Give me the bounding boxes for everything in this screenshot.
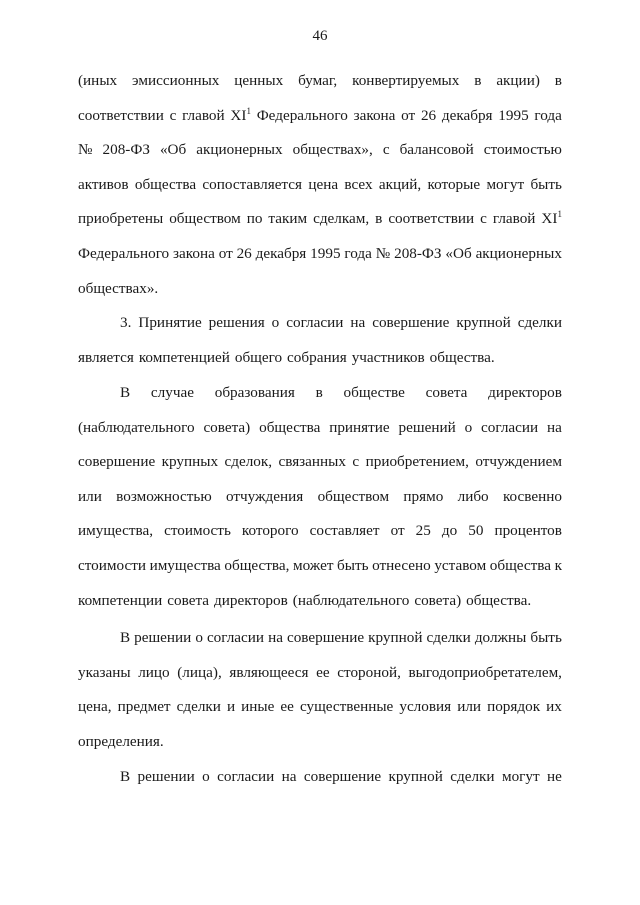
paragraph — [78, 64, 562, 306]
word: № — [78, 141, 93, 159]
word: акций, — [378, 175, 422, 193]
paragraph — [78, 306, 562, 375]
word: ее — [316, 663, 330, 681]
word: отчуждения — [225, 487, 304, 505]
paragraph — [78, 376, 562, 618]
word: условия — [399, 698, 452, 716]
text-line — [78, 306, 562, 341]
superscript: 1 — [557, 209, 562, 220]
word: определения. — [78, 732, 164, 750]
word: образования — [214, 384, 295, 401]
word: приобретением, — [365, 453, 469, 471]
text-line — [78, 202, 562, 237]
word: общества. — [466, 591, 532, 609]
word: 25 — [415, 522, 431, 540]
word: собрания — [287, 348, 347, 366]
word: принятие — [329, 418, 390, 436]
word: от — [390, 522, 405, 540]
word: которые — [427, 175, 481, 193]
word: с — [382, 141, 390, 159]
word: которого — [241, 522, 299, 540]
word: существенные — [299, 698, 394, 716]
word: общества, — [224, 556, 290, 574]
word: возможностью — [116, 487, 212, 505]
word: сделки — [450, 768, 495, 785]
word: 50 — [468, 522, 484, 540]
word: соответствии — [78, 106, 164, 124]
word: о — [202, 768, 210, 785]
word: В — [120, 629, 131, 646]
word: стоимостью — [483, 141, 562, 159]
text-line — [78, 760, 562, 795]
word: к — [554, 556, 562, 574]
word: согласии — [206, 629, 265, 646]
word: 26 — [236, 244, 252, 262]
word: на — [350, 314, 366, 331]
word: года — [534, 106, 562, 124]
word: 3. — [120, 314, 132, 331]
word: совета) — [203, 418, 251, 436]
text-line — [78, 725, 562, 760]
word: акционерных — [196, 141, 283, 159]
word: цена, — [78, 698, 112, 716]
text-line — [78, 341, 562, 376]
page-number: 46 — [312, 28, 328, 44]
word: декабря — [255, 244, 307, 262]
word: и — [226, 698, 236, 716]
word: являющееся — [229, 663, 309, 681]
word: должны — [474, 629, 527, 646]
word: балансовой — [399, 141, 474, 159]
word: решений — [398, 418, 456, 436]
word: совершение — [303, 768, 382, 785]
word: (иных — [78, 72, 118, 89]
word: с — [480, 210, 487, 228]
word: компетенцией — [138, 348, 230, 366]
text-line — [78, 237, 562, 272]
word: декабря — [441, 106, 493, 124]
paragraph — [78, 760, 562, 795]
word: случае — [150, 384, 194, 401]
word: решении — [137, 768, 195, 785]
word: В — [120, 384, 131, 401]
word: предмет — [117, 698, 171, 716]
word: может — [292, 556, 334, 574]
word: косвенно — [502, 487, 562, 505]
word: эмиссионных — [132, 72, 220, 89]
text-line — [78, 621, 562, 656]
word: в — [474, 72, 482, 89]
text-line — [78, 64, 562, 99]
word: директоров — [488, 384, 562, 401]
word: отнесено — [372, 556, 431, 574]
text-line — [78, 168, 562, 203]
word: $XI^1$ — [230, 105, 251, 124]
word: общества — [489, 556, 552, 574]
word: соответствии — [388, 210, 475, 228]
word: обществом — [169, 210, 241, 228]
word: согласии — [481, 418, 539, 436]
word: иные — [241, 698, 275, 716]
word: «Об — [159, 141, 187, 159]
word: крупной — [368, 629, 423, 646]
word: согласии — [286, 314, 344, 331]
word: крупной — [388, 768, 443, 785]
word: $XI^1$ — [541, 209, 562, 228]
word: выгодоприобретателем, — [408, 663, 562, 681]
word: о — [271, 314, 280, 331]
word: не — [547, 768, 562, 785]
word: директоров — [214, 591, 288, 609]
word: общества. — [429, 348, 495, 366]
word: уставом — [434, 556, 487, 574]
word: сделки — [426, 629, 471, 646]
word: сопоставляется — [202, 175, 302, 193]
word: быть — [530, 175, 562, 193]
word: компетенции — [78, 591, 163, 609]
word: (наблюдательного — [292, 591, 410, 609]
word: бумаг, — [298, 72, 338, 89]
word: составляет — [309, 522, 380, 540]
text-line — [78, 514, 562, 549]
word: связанных — [278, 453, 346, 471]
word: обществах», — [292, 141, 373, 159]
text-line — [78, 376, 562, 411]
word: сделок, — [224, 453, 273, 471]
text-line — [78, 445, 562, 480]
word: активов — [78, 175, 129, 193]
word: крупной — [456, 314, 511, 331]
paragraph — [78, 621, 562, 759]
word: быть — [337, 556, 369, 574]
word: могут — [501, 768, 540, 785]
text-line — [78, 99, 562, 134]
word: В — [120, 768, 131, 785]
word: 26 — [420, 106, 437, 124]
word: совета — [167, 591, 210, 609]
word: порядок — [487, 698, 541, 716]
word: цена — [308, 175, 339, 193]
word: или — [457, 698, 482, 716]
word: обществом — [317, 487, 390, 505]
word: является — [78, 348, 134, 366]
word: конвертируемых — [352, 72, 460, 89]
word: о — [464, 418, 473, 436]
text-line — [78, 690, 562, 725]
word: до — [441, 522, 458, 540]
text-line — [78, 656, 562, 691]
word: в — [554, 72, 562, 89]
word: таким — [268, 210, 308, 228]
word: сделки — [517, 314, 562, 331]
word: ее — [280, 698, 294, 716]
word: общего — [234, 348, 283, 366]
word: с — [169, 106, 177, 124]
word: о — [195, 629, 203, 646]
word: приобретены — [78, 210, 164, 228]
word: их — [546, 698, 562, 716]
word: либо — [457, 487, 489, 505]
text-line — [78, 272, 562, 307]
word: от — [401, 106, 416, 124]
word: (наблюдательного — [78, 418, 195, 436]
word: совета — [425, 384, 468, 401]
word: общества — [134, 175, 197, 193]
word: 208-ФЗ — [394, 244, 442, 262]
word: обществе — [343, 384, 405, 401]
word: на — [281, 768, 297, 785]
word: ценных — [234, 72, 284, 89]
word: Федерального — [78, 244, 170, 262]
word: лицо — [138, 663, 170, 681]
text-line — [78, 133, 562, 168]
word: 208-ФЗ — [102, 141, 150, 159]
word: стороной, — [337, 663, 401, 681]
word: года — [344, 244, 372, 262]
word: в — [375, 210, 383, 228]
word: Принятие — [138, 314, 202, 331]
word: решения — [208, 314, 265, 331]
word: совершение — [372, 314, 450, 331]
word: акционерных — [475, 244, 562, 262]
word: сделки — [176, 698, 221, 716]
word: процентов — [494, 522, 562, 540]
word: сделкам, — [313, 210, 370, 228]
text-line — [78, 480, 562, 515]
word: совета) — [414, 591, 462, 609]
word: имущества, — [78, 522, 154, 540]
word: закона — [173, 244, 215, 262]
word: крупных — [161, 453, 219, 471]
word: закона — [353, 106, 396, 124]
word: участников — [351, 348, 425, 366]
word: акции) — [496, 72, 540, 89]
word: стоимости — [78, 556, 146, 574]
word: с — [352, 453, 360, 471]
word: на — [547, 418, 562, 436]
word: имущества — [149, 556, 221, 574]
word: совершение — [286, 629, 365, 646]
word: главой — [182, 106, 225, 124]
word: могут — [486, 175, 525, 193]
text-line — [78, 584, 562, 619]
word: «Об — [445, 244, 472, 262]
word: общества — [259, 418, 321, 436]
word: 1995 — [310, 244, 341, 262]
word: согласии — [217, 768, 275, 785]
word: (лица), — [177, 663, 222, 681]
word: прямо — [403, 487, 444, 505]
word: отчуждением — [475, 453, 562, 471]
text-line — [78, 549, 562, 584]
word: стоимость — [164, 522, 231, 540]
word: решении — [134, 629, 192, 646]
word: указаны — [78, 663, 131, 681]
word: обществах». — [78, 279, 159, 297]
word: на — [268, 629, 283, 646]
word: всех — [344, 175, 373, 193]
word: или — [78, 487, 102, 505]
word: в — [315, 384, 323, 401]
word: Федерального — [256, 106, 348, 124]
word: совершение — [78, 453, 156, 471]
word: главой — [492, 210, 536, 228]
text-line — [78, 411, 562, 446]
word: 1995 — [498, 106, 529, 124]
word: быть — [530, 629, 562, 646]
word: № — [375, 244, 391, 262]
word: по — [246, 210, 263, 228]
superscript: 1 — [246, 105, 251, 116]
word: от — [218, 244, 233, 262]
